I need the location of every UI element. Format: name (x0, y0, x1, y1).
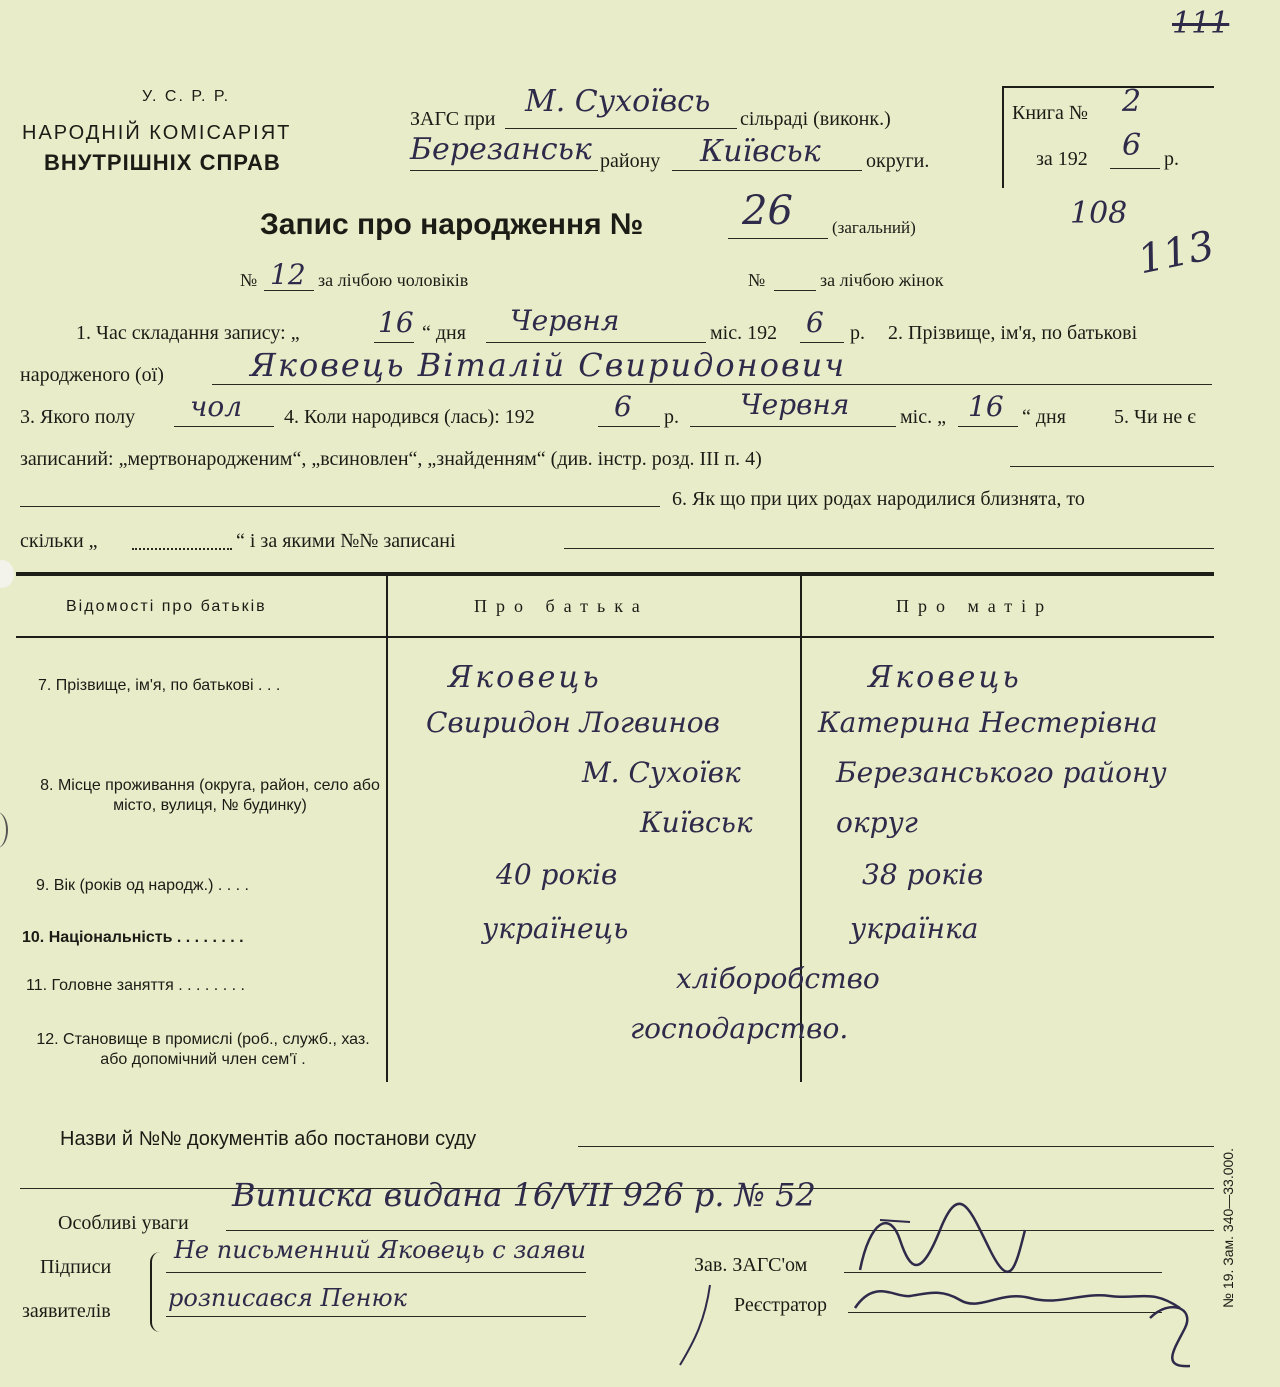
father-surname: Яковець (448, 660, 602, 695)
father-residence-1: М. Сухоївк (582, 756, 741, 789)
district-label: району (600, 150, 661, 172)
okruha-line (672, 170, 862, 171)
field6-numbers-line (564, 548, 1214, 549)
district-value: Березанськ (410, 132, 592, 167)
field4-month: Червня (740, 388, 850, 421)
table-header-info: Відомості про батьків (66, 598, 267, 615)
row8-label: 8. Місце проживання (округа, район, село або місто, вулиця, № будинку) (40, 777, 380, 814)
mother-surname: Яковець (868, 660, 1022, 695)
field4-year-line (598, 426, 660, 427)
record-number-line (728, 238, 828, 239)
field3-value: чол (190, 390, 243, 423)
mother-occupation: хліборобство (676, 962, 880, 995)
print-info: № 19. Зам. 340—33.000. (1220, 1148, 1236, 1308)
field1-day-line (374, 342, 414, 343)
signature-line-2 (166, 1316, 586, 1317)
field4-month-line (690, 426, 896, 427)
field4-day-suffix: “ дня (1022, 406, 1066, 428)
signature-line-1 (166, 1272, 586, 1273)
ussr-label: У. С. Р. Р. (142, 88, 231, 105)
field1-year-line (800, 342, 844, 343)
book-label: Книга № (1012, 102, 1088, 124)
district-line (410, 170, 598, 171)
father-residence-2: Київськ (640, 806, 753, 839)
row11-label: 11. Головне заняття . . . . . . . . (26, 977, 245, 994)
table-top-rule (16, 572, 1214, 576)
men-count-number: 12 (270, 258, 306, 291)
mother-nationality: українка (850, 912, 979, 945)
field2-label: 2. Прізвище, ім'я, по батькові (888, 322, 1138, 344)
field4-label: 4. Коли народився (лась): 192 (284, 406, 535, 428)
signature-value-2: розписався Пенюк (168, 1284, 407, 1312)
field6-cont-b: “ і за якими №№ записані (236, 530, 456, 552)
field2-value: Яковець Віталій Свиридонович (250, 346, 847, 384)
notes-line (226, 1230, 1214, 1231)
signatures-bracket (150, 1252, 162, 1332)
zags-prefix: ЗАГС при (410, 108, 496, 130)
field4-day-line (958, 426, 1018, 427)
mother-residence-1: Березанського району (836, 756, 1167, 789)
signatures-label-2: заявителів (22, 1300, 111, 1322)
signature-value-1: Не письменний Яковець с заяви (174, 1236, 587, 1264)
notes-label: Особливі уваги (58, 1212, 189, 1234)
commissariat-line1: НАРОДНІЙ КОМІСАРІЯТ (22, 122, 292, 144)
registrar-signature (850, 1268, 1210, 1378)
okruha-value: Київськ (700, 134, 821, 169)
row7-label: 7. Прізвище, ім'я, по батькові . . . (38, 677, 281, 694)
women-count-prefix: № (748, 270, 766, 290)
docs-label: Назви й №№ документів або постанови суду (60, 1128, 477, 1150)
table-header-rule (16, 636, 1214, 638)
docs-line (578, 1146, 1214, 1147)
field5-line (1010, 466, 1214, 467)
head-label: Зав. ЗАГС'ом (694, 1254, 808, 1276)
field2-label-cont: народженого (ої) (20, 364, 164, 386)
field1-month-line (486, 342, 706, 343)
page-number: 111 (1172, 6, 1230, 41)
field6-cont-a: скільки „ (20, 530, 98, 552)
table-col-divider-2 (800, 574, 802, 1082)
margin-number-2: 113 (1134, 222, 1219, 284)
field1-month-suffix: міс. 192 (710, 322, 778, 344)
row10-label: 10. Національність . . . . . . . . (22, 929, 244, 946)
mother-residence-2: округ (836, 806, 918, 839)
father-nationality: українець (482, 912, 629, 945)
table-header-mother: Про матір (896, 596, 1054, 616)
father-age: 40 років (496, 858, 618, 891)
table-col-divider-1 (386, 574, 388, 1082)
okruha-label: округи. (866, 150, 930, 172)
commissariat-line2: ВНУТРІШНІХ СПРАВ (44, 150, 281, 175)
field1-day-suffix: “ дня (422, 322, 466, 344)
registrar-label: Реєстратор (734, 1294, 828, 1316)
zags-village-value: М. Сухоївсь (525, 84, 711, 119)
women-count-label: за лічбою жінок (820, 270, 944, 290)
field3-label: 3. Якого полу (20, 406, 136, 428)
record-number-suffix: (загальний) (832, 218, 916, 237)
field6-label: 6. Як що при цих родах народилися близнята, то (672, 488, 1085, 510)
field4-month-suffix: міс. „ (900, 406, 946, 428)
field4-year: 6 (614, 390, 632, 423)
men-count-label: за лічбою чоловіків (318, 270, 469, 290)
women-count-line (774, 290, 816, 291)
margin-number: 108 (1070, 196, 1128, 231)
misc-pen-stroke (670, 1280, 730, 1370)
field2-line (212, 384, 1212, 385)
book-number: 2 (1122, 84, 1142, 119)
field1-day: 16 (378, 306, 414, 339)
field6-count-dots (132, 548, 232, 550)
field1-label: 1. Час складання запису: „ (76, 322, 300, 344)
men-count-prefix: № (240, 270, 258, 290)
signatures-label-1: Підписи (40, 1256, 112, 1278)
field4-day: 16 (968, 390, 1004, 423)
book-year-suffix: р. (1164, 148, 1179, 170)
table-header-father: Про батька (474, 596, 649, 616)
field3-line (174, 426, 274, 427)
zags-village-line (505, 128, 737, 129)
father-given-names: Свиридон Логвинов (426, 706, 720, 739)
record-number: 26 (742, 188, 793, 234)
book-year-prefix: за 192 (1036, 148, 1088, 170)
record-title: Запис про народження № (260, 208, 644, 241)
field4-year-suffix: р. (664, 406, 679, 428)
book-year-line (1110, 168, 1160, 169)
mother-position: господарство. (630, 1012, 849, 1045)
binding-hole-2 (0, 812, 8, 848)
field6-prefix-line (20, 506, 660, 507)
zags-suffix: сільраді (виконк.) (740, 108, 891, 130)
field1-year-suffix: р. (850, 322, 865, 344)
field1-year: 6 (806, 306, 824, 339)
field5-label-cont: записаний: „мертвонародженим“, „всиновлен“, „знайденням“ (див. інстр. розд. III п. 4) (20, 448, 762, 470)
field1-month: Червня (510, 304, 620, 337)
notes-value: Виписка видана 16/VII 926 р. № 52 (232, 1176, 816, 1214)
book-year-digit: 6 (1122, 128, 1142, 163)
field5-label: 5. Чи не є (1114, 406, 1196, 428)
mother-given-names: Катерина Нестерівна (818, 706, 1158, 739)
row9-label: 9. Вік (років од народж.) . . . . (36, 877, 249, 894)
binding-hole-1 (0, 560, 14, 588)
mother-age: 38 років (862, 858, 984, 891)
row12-label: 12. Становище в промислі (роб., служб., хаз. або допомічний член сем'ї . (36, 1031, 370, 1068)
